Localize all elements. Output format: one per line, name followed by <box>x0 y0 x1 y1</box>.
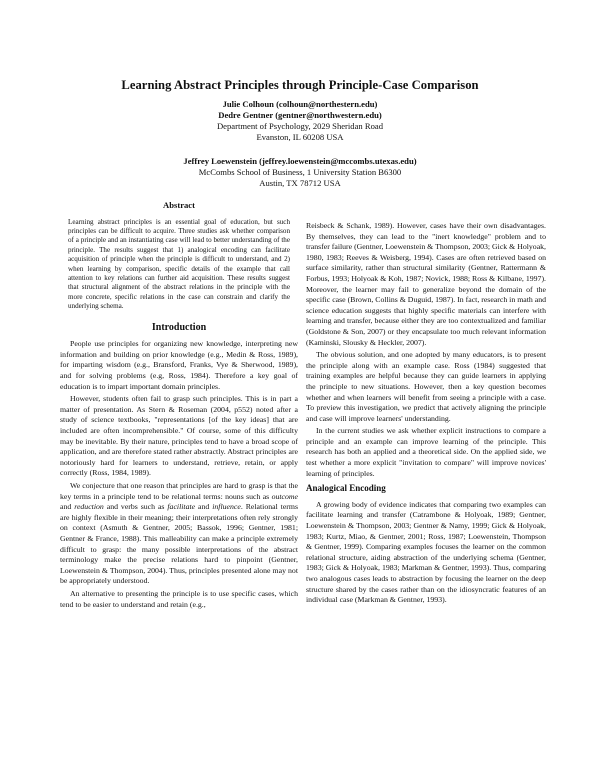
right-column <box>306 221 546 608</box>
analogical-encoding-heading: Analogical Encoding <box>306 483 386 494</box>
right-paragraph-2: The obvious solution, and one adopted by many educators, is to present the principle along with an example case. Ross (1984) suggested that training examples are helpful because they can guide learners in applying the principle to new situations. However, then a key question becomes whether and when learners will benefit from seeing a principle with a case. To preview this investigation, we predict that actively aligning the principle and case will improve learners' understanding. <box>306 350 546 423</box>
intro-paragraph-1: People use principles for organizing new knowledge, interpreting new information and building on prior knowledge (e.g., Medin & Ross, 1989), for imparting wisdom (e.g., Bransford, Franks, Vye & Sherwood, 1989), and for solving problems (e.g, Ross, 1984). Therefore a key goal of education is to impart important domain principles. <box>60 339 298 391</box>
author-block-1 <box>0 99 600 143</box>
abstract-text: Learning abstract principles is an essential goal of education, but such principles can be difficult to acquire. Three studies ask whether comparison of a principle and an instantiating case will lead to better understanding of the principle. The results suggest that 1) analogical encoding can facilitate acquisition of principle when the principle is difficult to understand, and 2) when learning by comparison, specific details of the example that call attention to key relations can further aid acquisition. These results suggest that structural alignment of the abstract relations in the principle with the more concrete, specific relations in the case can constrain and clarify the underlying schema. <box>68 217 290 311</box>
intro-paragraph-3: We conjecture that one reason that principles are hard to grasp is that the key terms in a principle tend to be relational terms: nouns such as outcome and reduction and verbs such as facilitate and influence. Relational terms are highly flexible in their meaning; their interpretations often rely strongly on context (Asmuth & Gentner, 2005; Bassok, 1996; Gentner, 1981; Gentner & France, 1988). This malleability can make a principle extremely difficult to grasp: the many possible interpretations of the abstract terminology make the precise relations hard to pinpoint (Gentner, Loewenstein & Thompson, 2004). Thus, principles presented alone may not be appropriately understood. <box>60 480 298 586</box>
intro-paragraph-4: An alternative to presenting the principle is to use specific cases, which tend to be easier to understand and retain (e.g., <box>60 588 298 609</box>
right-paragraph-1: Reisbeck & Schank, 1989). However, cases have their own disadvantages. By themselves, they can lead to the "inert knowledge" problem and to transfer failure (Gentner, Loewenstein & Thompson, 2003; Gick & Holyoak, 1980, 1983; Reeves & Weisberg, 1994). Cases are often retrieved based on surface similarity, rather than structural similarity (Gentner, Rattermann & Forbus, 1993; Holyoak & Koh, 1987; Novick, 1988; Ross & Kilbane, 1997). Moreover, the learner may fail to generalize beyond the domain of the specific case (Brown, Collins & Duguid, 1987). In fact, research in math and science education suggests that highly specific materials can interfere with learning and transfer, because either they are too contextualized and familiar (Goldstone & Son, 2007) or they encapsulate too much relevant information (Kaminski, Slousky & Heckler, 2007). <box>306 221 546 347</box>
paper-title: Learning Abstract Principles through Principle-Case Comparison <box>121 78 479 92</box>
address-1: Evanston, IL 60208 USA <box>256 132 344 142</box>
address-2: Austin, TX 78712 USA <box>259 178 341 188</box>
affiliation-2: McCombs School of Business, 1 University Station B6300 <box>198 167 402 177</box>
introduction-heading: Introduction <box>151 321 207 333</box>
author-block-2 <box>0 156 600 189</box>
abstract-heading: Abstract <box>163 200 195 210</box>
author-colhoun: Julie Colhoun (colhoun@northestern.edu) <box>222 99 378 109</box>
affiliation-1: Department of Psychology, 2029 Sheridan Road <box>216 121 384 131</box>
analogical-paragraph-1: A growing body of evidence indicates that comparing two examples can facilitate learning and transfer (Catrambone & Holyoak, 1989; Gentner, Loewenstein & Thompson, 2003; Gentner & Namy, 1999; Gick & Holyoak, 1983; Kurtz, Miao, & Gentner, 2001; Ross, 1987; Loewenstein, Thompson & Gentner, 1999). Comparing examples focuses the learner on the common relational structure, aiding abstraction of the underlying schema (Gentner, 1983; Gick & Holyoak, 1983; Markman & Gentner, 1993). Thus, comparing two analogous cases leads to abstraction by focusing the learner on the deep structure shared by the cases rather than on the idiosyncratic features of an individual case (Markman & Gentner, 1993). <box>306 499 546 605</box>
author-gentner: Dedre Gentner (gentner@northwestern.edu) <box>218 110 382 120</box>
right-paragraph-3: In the current studies we ask whether explicit instructions to compare a principle and an example can improve learning of the principle. This research has both an applied and a theoretical side. On the applied side, we test whether a more explicit "invitation to compare" will improve novices' learning of principles. <box>306 426 546 478</box>
intro-paragraph-2: However, students often fail to grasp such principles. This is in part a matter of presentation. As Stern & Roseman (2004, p552) noted after a study of science textbooks, "representations [of the key ideas] that are included are often incomprehensible." Of course, some of this difficulty may be inevitable. By their nature, principles tend to have a broad scope of application, and are therefore stated rather abstractly. Abstract principles are notoriously hard for learners to understand, retrieve, retain, or apply correctly (Ross, 1984, 1989). <box>60 394 298 478</box>
left-column <box>60 200 298 612</box>
author-loewenstein: Jeffrey Loewenstein (jeffrey.loewenstein@mccombs.utexas.edu) <box>183 156 417 166</box>
